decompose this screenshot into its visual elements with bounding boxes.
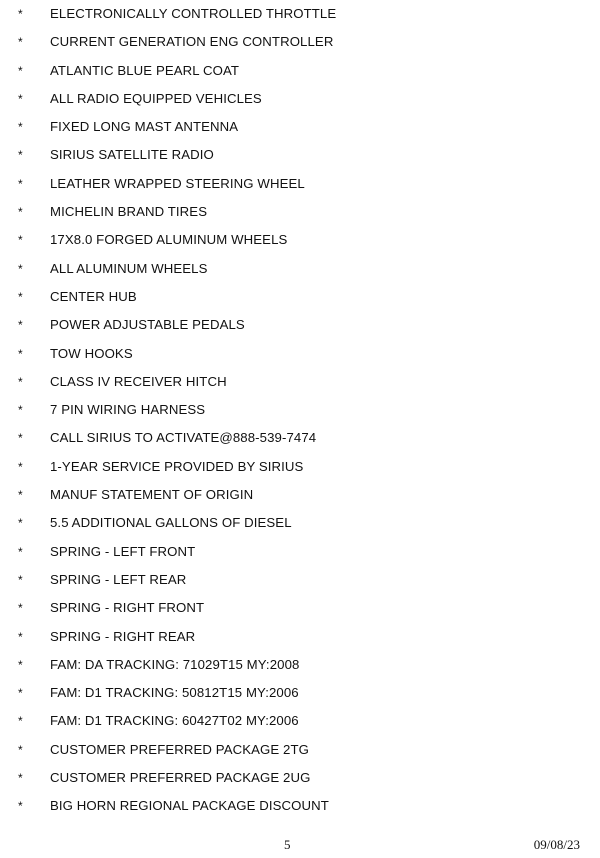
list-item-text: FIXED LONG MAST ANTENNA	[50, 119, 239, 135]
list-item	[0, 538, 600, 566]
bullet-asterisk: *	[18, 403, 23, 418]
list-item-text: FAM: DA TRACKING: 71029T15 MY:2008	[50, 656, 300, 672]
list-item-text: 1-YEAR SERVICE PROVIDED BY SIRIUS	[50, 458, 304, 474]
bullet-asterisk: *	[18, 289, 23, 304]
list-item-text: SIRIUS SATELLITE RADIO	[50, 147, 214, 163]
list-item-text: SPRING - RIGHT FRONT	[50, 600, 205, 616]
bullet-asterisk: *	[18, 629, 23, 644]
list-item	[0, 198, 600, 226]
bullet-asterisk: *	[18, 35, 23, 50]
bullet-asterisk: *	[18, 657, 23, 672]
list-item-text: 7 PIN WIRING HARNESS	[50, 402, 206, 418]
list-item	[0, 707, 600, 735]
bullet-asterisk: *	[18, 686, 23, 701]
bullet-asterisk: *	[18, 7, 23, 21]
bullet-asterisk: *	[18, 459, 23, 474]
list-item-text: 17X8.0 FORGED ALUMINUM WHEELS	[50, 232, 288, 248]
list-item	[0, 141, 600, 169]
list-item	[0, 594, 600, 622]
list-item-text: BIG HORN REGIONAL PACKAGE DISCOUNT	[50, 798, 329, 814]
footer-date: 09/08/23	[533, 837, 580, 852]
list-item-text: LEATHER WRAPPED STEERING WHEEL	[50, 175, 305, 191]
list-item	[0, 453, 600, 481]
bullet-asterisk: *	[18, 176, 23, 191]
bullet-asterisk: *	[18, 742, 23, 757]
bullet-asterisk: *	[18, 601, 23, 616]
list-item	[0, 736, 600, 764]
list-item	[0, 283, 600, 311]
list-item	[0, 57, 600, 85]
list-item-text: FAM: D1 TRACKING: 50812T15 MY:2006	[50, 685, 299, 701]
list-item-text: ALL ALUMINUM WHEELS	[50, 260, 208, 276]
page-footer	[0, 833, 600, 853]
list-item	[0, 85, 600, 113]
list-item	[0, 113, 600, 141]
list-item-text: 5.5 ADDITIONAL GALLONS OF DIESEL	[50, 515, 292, 531]
list-item-text: TOW HOOKS	[50, 345, 133, 361]
list-item-text: MICHELIN BRAND TIRES	[50, 204, 208, 220]
list-item	[0, 28, 600, 56]
list-item	[0, 651, 600, 679]
list-item	[0, 226, 600, 254]
bullet-asterisk: *	[18, 63, 23, 78]
list-item-text: POWER ADJUSTABLE PEDALS	[50, 317, 245, 333]
list-item	[0, 623, 600, 651]
bullet-asterisk: *	[18, 120, 23, 135]
list-item	[0, 792, 600, 820]
bullet-asterisk: *	[18, 488, 23, 503]
list-item-text: CURRENT GENERATION ENG CONTROLLER	[50, 34, 334, 50]
list-item	[0, 396, 600, 424]
list-item-text: SPRING - LEFT FRONT	[50, 543, 196, 559]
bullet-asterisk: *	[18, 91, 23, 106]
bullet-asterisk: *	[18, 346, 23, 361]
bullet-asterisk: *	[18, 205, 23, 220]
list-item-text: MANUF STATEMENT OF ORIGIN	[50, 487, 254, 503]
list-item	[0, 679, 600, 707]
list-item-text: CENTER HUB	[50, 288, 137, 304]
list-item	[0, 170, 600, 198]
list-item-text: FAM: D1 TRACKING: 60427T02 MY:2006	[50, 713, 299, 729]
list-item	[0, 566, 600, 594]
list-item	[0, 424, 600, 452]
list-item-text: CUSTOMER PREFERRED PACKAGE 2TG	[50, 741, 309, 757]
list-item	[0, 0, 600, 28]
bullet-asterisk: *	[18, 572, 23, 587]
bullet-asterisk: *	[18, 771, 23, 786]
bullet-asterisk: *	[18, 431, 23, 446]
bullet-asterisk: *	[18, 374, 23, 389]
list-item-text: SPRING - LEFT REAR	[50, 571, 187, 587]
bullet-asterisk: *	[18, 233, 23, 248]
list-item	[0, 481, 600, 509]
list-item-text: CUSTOMER PREFERRED PACKAGE 2UG	[50, 770, 311, 786]
list-item-text: ATLANTIC BLUE PEARL COAT	[50, 62, 240, 78]
bullet-asterisk: *	[18, 799, 23, 814]
list-item	[0, 509, 600, 537]
list-item	[0, 255, 600, 283]
list-item-text: ALL RADIO EQUIPPED VEHICLES	[50, 90, 262, 106]
list-item	[0, 368, 600, 396]
bullet-asterisk: *	[18, 318, 23, 333]
bullet-asterisk: *	[18, 516, 23, 531]
bullet-asterisk: *	[18, 148, 23, 163]
bullet-asterisk: *	[18, 544, 23, 559]
bullet-asterisk: *	[18, 714, 23, 729]
list-item-text: ELECTRONICALLY CONTROLLED THROTTLE	[50, 6, 337, 21]
list-item	[0, 311, 600, 339]
list-item-text: CLASS IV RECEIVER HITCH	[50, 373, 227, 389]
bullet-asterisk: *	[18, 261, 23, 276]
list-item-text: SPRING - RIGHT REAR	[50, 628, 196, 644]
page-number: 5	[284, 837, 291, 852]
list-item-text: CALL SIRIUS TO ACTIVATE@888-539-7474	[50, 430, 317, 446]
list-item	[0, 764, 600, 792]
list-item	[0, 340, 600, 368]
